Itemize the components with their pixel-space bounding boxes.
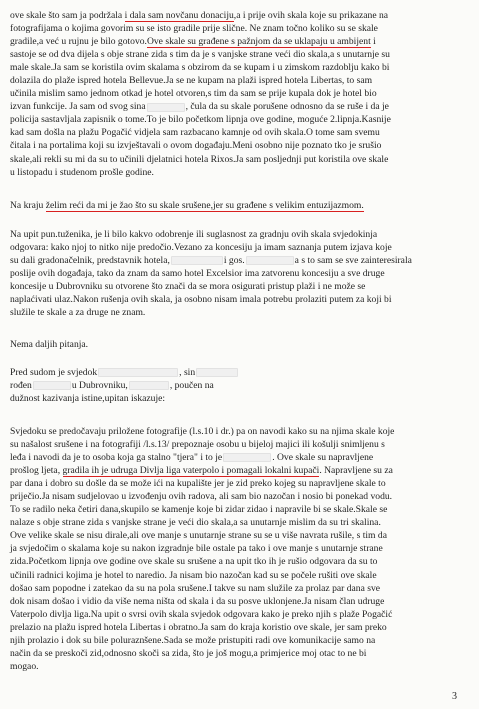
text-line: zida.Početkom lipnja ove godine ove skale su srušene a na upit tko ih je rušio odgovara da su to xyxy=(10,556,378,568)
text-line: fotografijama o kojima govorim su se isto gradile prije slične. Ne znam točno koliko su se skale xyxy=(10,23,378,35)
redaction-box xyxy=(98,368,178,377)
text-span: leđa i navodi da je to osoba koja ga stalno "tjera" i to je xyxy=(10,452,223,464)
text-line: su našalost srušene i na fotografiji /l.s.13/ prepoznaje osobu u bijeloj majici ili košulji snimljenu s xyxy=(10,439,385,451)
text-span: . Ove skale su napravljene xyxy=(272,452,374,464)
redaction-box xyxy=(171,256,223,265)
text-line: dužnost kazivanja istine,upitan iskazuje: xyxy=(10,393,166,405)
text-line: Vaterpolo divlja liga.Na upit o svrsi ovih skala svjedok odgovara kako je preko njih s plaže Pogačić xyxy=(10,608,393,620)
text-line: poslije ovih događaja, tako da znam da samo hotel Excelsior ima zatvorenu koncesiju a sve druge xyxy=(10,268,385,280)
text-line: par dana i dobro su došle da se može ići na kupalište jer je zid preko kojeg su napravljene skale to xyxy=(10,478,386,490)
paragraph-4 xyxy=(10,338,472,351)
redaction-box xyxy=(246,256,294,265)
text-line: policija sastavljala zapisnik o tome.To je bilo početkom lipnja ove godine, moguće 2.lipnja.Kasnije xyxy=(10,114,391,126)
text-line: Svjedoku se predočavaju priložene fotografije (l.s.10 i dr.) pa on navodi kako su na njima skale koje xyxy=(10,426,395,437)
text-line: sastoje se od dva dijela s obje strane zida s tim da je s vanjske strane veći dio skala,a s unutarnje su xyxy=(10,49,390,61)
text-line xyxy=(10,379,472,392)
text-line: Nema daljih pitanja. xyxy=(10,339,89,350)
text-line: čitala i na portalima koji su izvještavali o ovom događaju.Meni osobno nije poznato tko je srušio xyxy=(10,140,382,152)
text-span: , sin xyxy=(179,367,196,378)
redaction-box xyxy=(33,381,71,390)
text-line: učinili radnici kojima je hotel to naredio. Ja nisam bio nazočan kad su se počele rušiti ove skale xyxy=(10,569,377,581)
text-span: a s to sam se sve zainteresirala xyxy=(294,255,412,267)
text-span: Na kraju xyxy=(10,200,46,211)
text-line: To se radilo neka četiri dana,skupilo se kamenje koje bi zidar zidao i napravile bi se skale.Skale se xyxy=(10,504,388,516)
paragraph-2 xyxy=(10,199,472,212)
text-line: kad sam došla na plažu Pogačić vidjela sam razbacano kamnje od ovih skala.O tome sam svemu xyxy=(10,127,380,139)
text-line: dok nisam došao i vidio da više nema ništa od skala i da su posve uklonjene.Ja nisam član udruge xyxy=(10,595,385,607)
text-span: izvan funkcije. Ja sam od svog sina xyxy=(10,101,146,113)
text-line: odgovara: kako njoj to nitko nije predočio.Vezano za koncesiju ja imam saznanja putem izjava koje xyxy=(10,242,392,254)
text-line: način da se preskoči zid,odnosno skoči sa zida, što je još mogu,a primjerice moj otac to ne bi xyxy=(10,647,367,659)
paragraph-5 xyxy=(10,366,472,405)
text-line: ja svjedočim o skalama koje su nakon izgradnje bile ostale pa tako i ove manje s unutarnje strane xyxy=(10,543,383,555)
text-span: . Napravljene su za xyxy=(319,465,393,477)
paragraph-6 xyxy=(10,425,472,673)
text-span: Pred sudom je svjedok xyxy=(10,367,98,378)
text-span: , čula da su skale porušene odnosno da se ruše i da je xyxy=(185,101,389,113)
redaction-box xyxy=(196,368,238,377)
underlined-text: gradila ih je udruga Divlja liga vaterpolo i pomagali lokalni kupači xyxy=(62,465,320,477)
text-line: mogao. xyxy=(10,660,39,672)
text-line: nalaze s obje strane zida s vanjske strane je veći dio skala,a sa unutarnje mislim da su tri skalina. xyxy=(10,517,381,529)
text-line: koncesije u Dubrovniku su otvorene što znači da se mora osigurati pristup plaži i ne može se xyxy=(10,281,366,293)
redaction-box xyxy=(129,381,169,390)
underlined-text: i dala sam novčanu donaciju xyxy=(124,10,234,21)
text-span: ove skale što sam ja podržala xyxy=(10,10,125,21)
text-line: njih prolazio i dok su bile poluraznšene.Sada se može pristupiti radi ove komunikacije samo na xyxy=(10,634,376,646)
text-span: i gos. xyxy=(223,255,245,267)
underlined-text: želim reći da mi je žao što su skale srušene,jer su građene s velikim entuzijazmom. xyxy=(45,200,364,211)
text-line xyxy=(10,199,472,212)
redaction-box xyxy=(223,453,271,462)
text-line: došao sam popodne i zatekao da su na pola srušene.I takve su nam služile za prolaz par dana sve xyxy=(10,582,381,594)
text-line: učinila mislim samo jednom otkad je hotel otvoren,s tim da sam se prije kupala dok je hotel bio xyxy=(10,88,377,100)
text-line xyxy=(10,451,472,464)
text-span: , poučen na xyxy=(169,380,214,392)
text-span: gradile,a već u rujnu je bilo gotovo. xyxy=(10,36,147,48)
text-line xyxy=(10,464,472,477)
underlined-text: Ove skale su građene s pažnjom da se uklapaju u ambijent xyxy=(146,36,371,48)
text-span: rođen xyxy=(10,380,32,392)
paragraph-3 xyxy=(10,228,472,319)
text-span: prošlog ljeta, xyxy=(10,465,63,477)
text-line: skale,ali rekli su mi da su to učinili djelatnici hotela Rixos.Ja sam posljednji put koristila ove skale xyxy=(10,153,389,165)
text-span: i xyxy=(370,36,376,48)
text-line: dolazila do plaže ispred hotela Bellevue.Ja se ne kupam na plaži ispred hotela Libertas, to sam xyxy=(10,75,373,87)
text-line: male skale.Ja sam se koristila ovim skalama s obzirom da se kupam i u zimskom razdoblju kako bi xyxy=(10,62,390,74)
text-line: Na upit pun.tuženika, je li bilo kakvo odobrenje ili suglasnost za gradnju ovih skala svjedokinja xyxy=(10,229,378,240)
redaction-box xyxy=(147,103,185,112)
text-line: naplaćivati ulaz.Nakon rušenja ovih skala, ja osobno nisam imala potrebu prolaziti putem za koji bi xyxy=(10,294,392,306)
text-line xyxy=(10,254,472,267)
text-line: služile te skale a za druge ne znam. xyxy=(10,307,146,319)
text-line xyxy=(10,366,472,379)
text-line xyxy=(10,35,472,48)
text-span: su dali gradonačelnik, predstavnik hotela, xyxy=(10,255,170,267)
text-line: Ove velike skale se nisu dirale,ali ove manje s unutarnje strane su se u više navrata rušile, s tim da xyxy=(10,530,387,542)
page-number: 3 xyxy=(452,690,457,702)
text-line xyxy=(10,100,472,113)
text-line: prelazio na plažu ispred hotela Libertas i obratno.Ja sam do kraja koristio ove skale, jer sam preko xyxy=(10,621,387,633)
text-span: u Dubrovniku, xyxy=(71,380,128,392)
paragraph-1 xyxy=(10,9,472,179)
text-line: priječio.Ja nisam sudjelovao u izvođenju ovih radova, ali sam bio nazočan i nosio bi ponekad vodu. xyxy=(10,491,393,503)
text-span: ,a i prije ovih skala koje su prikazane na xyxy=(233,10,389,21)
text-line: u listopadu i studenom prošle godine. xyxy=(10,166,154,178)
text-line xyxy=(10,9,472,22)
